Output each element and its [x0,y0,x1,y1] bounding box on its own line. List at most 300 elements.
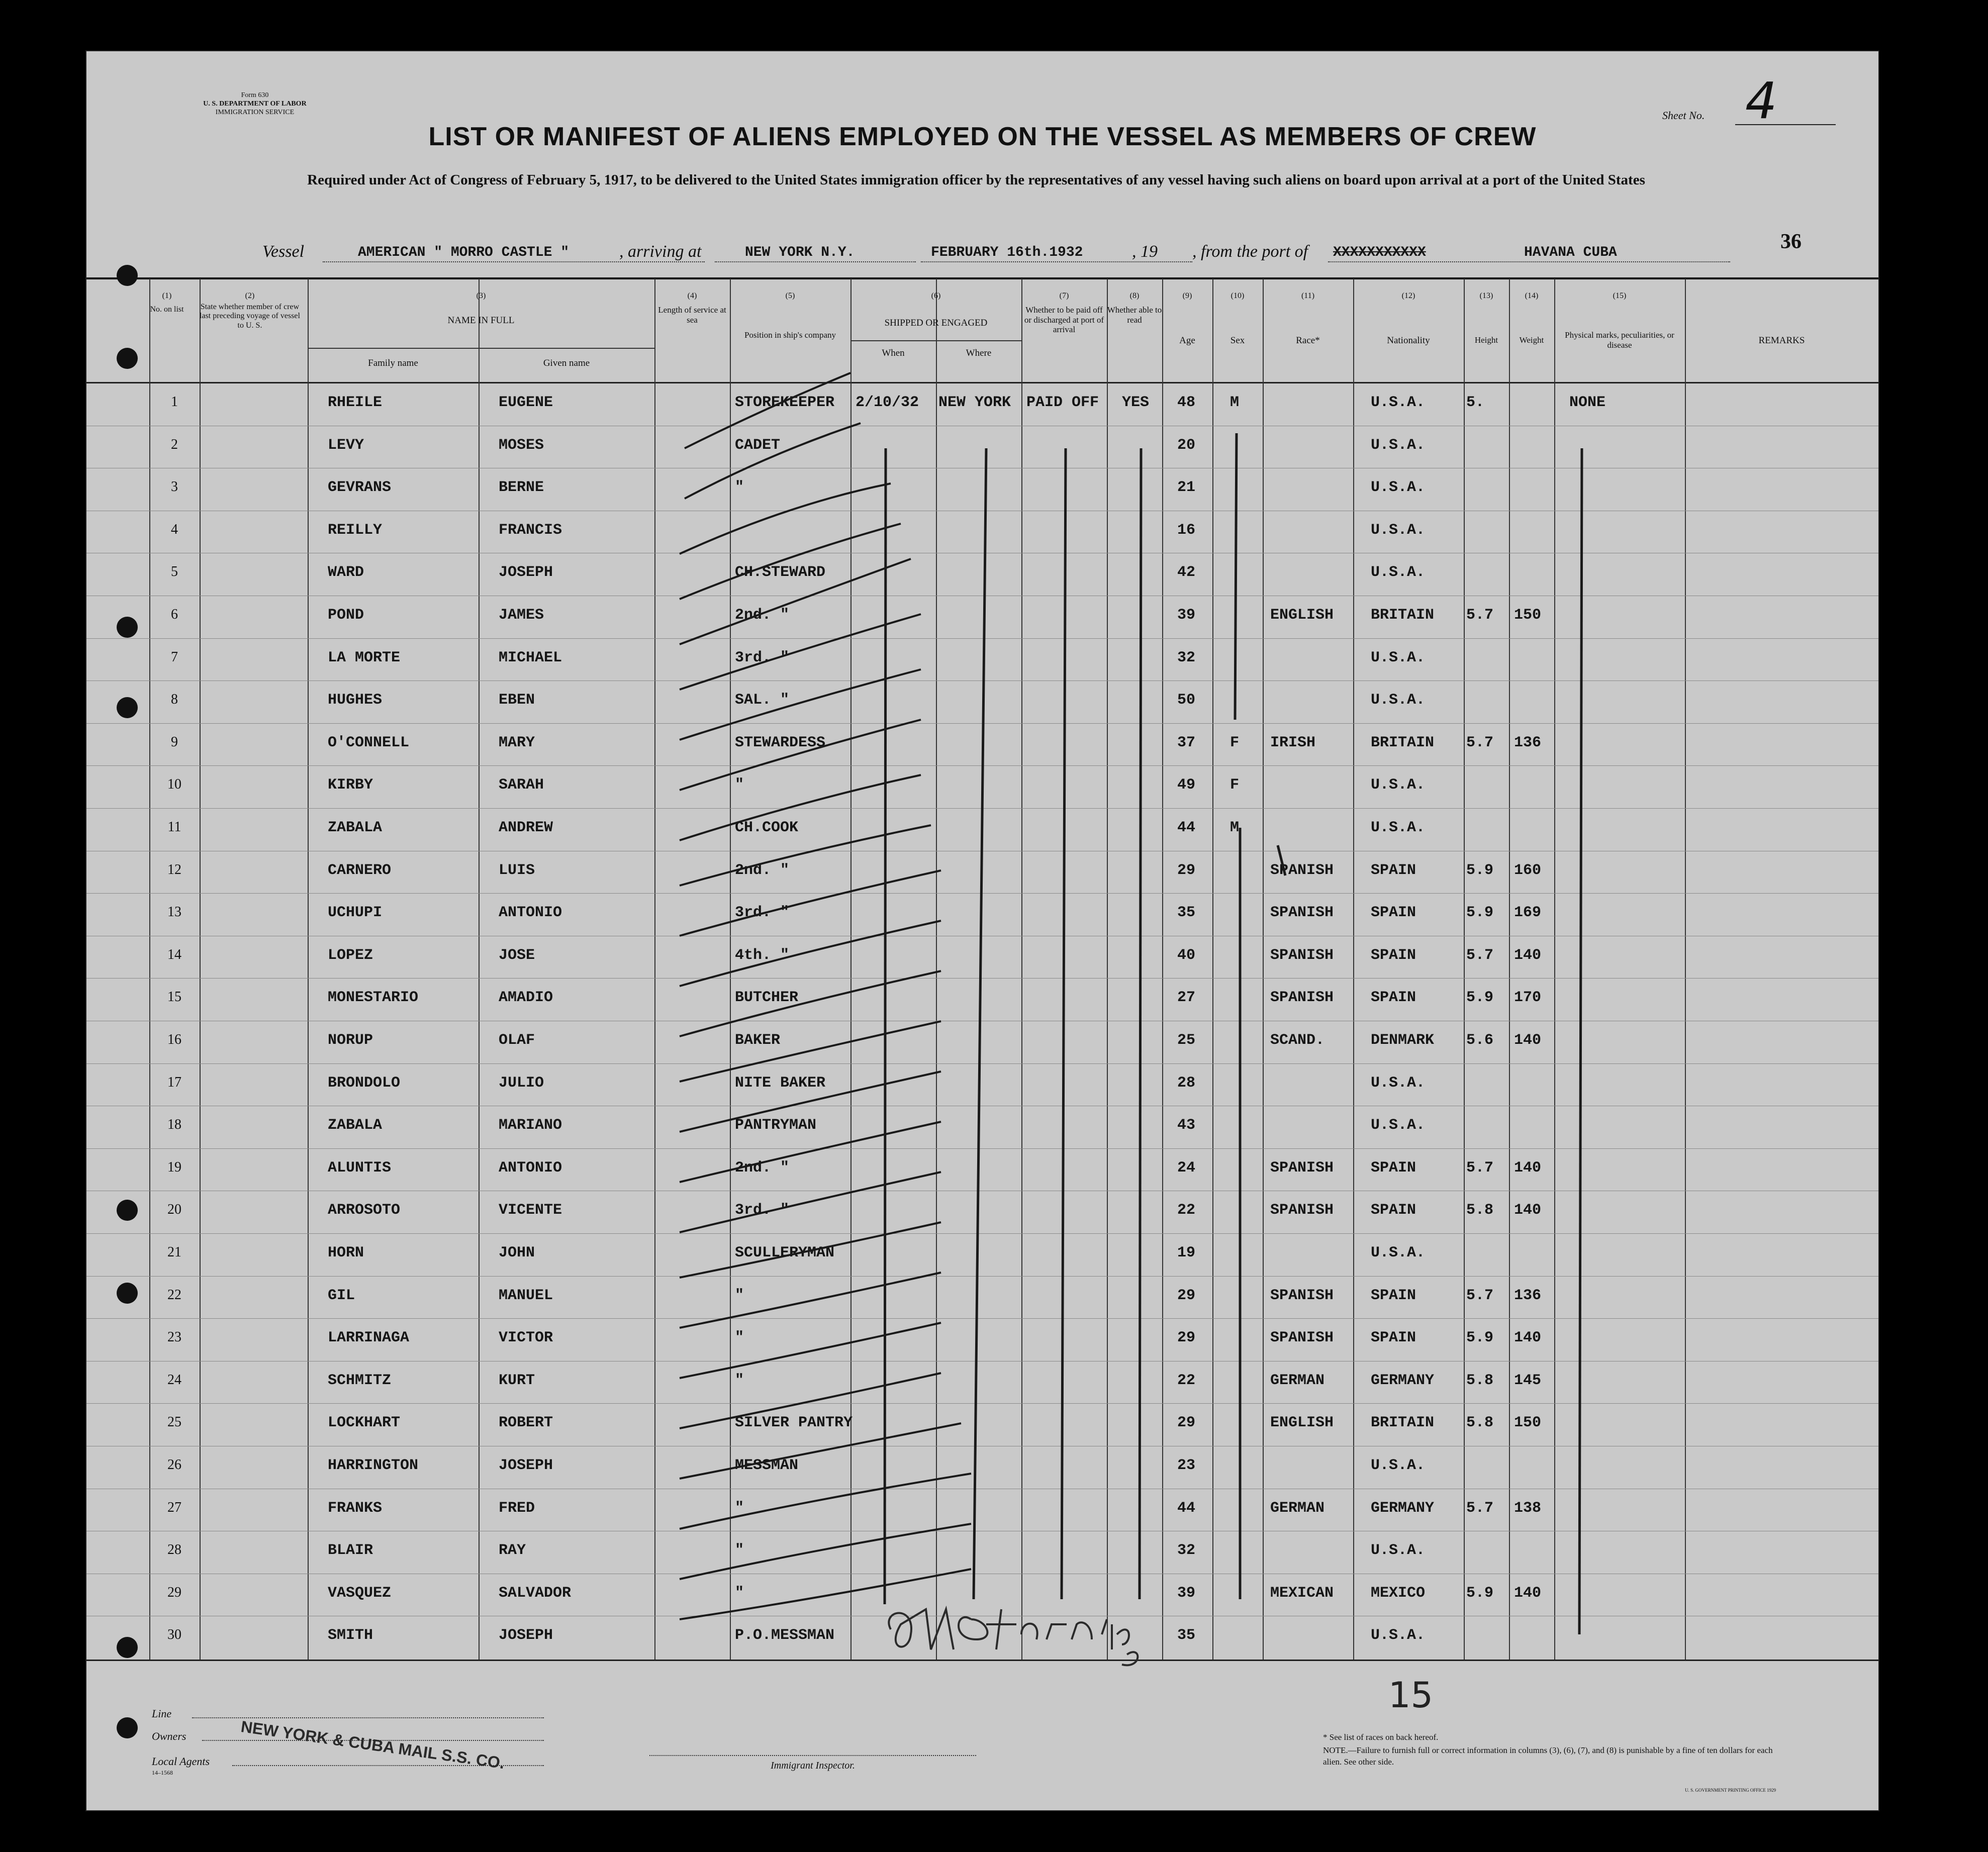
race: SPANISH [1270,1159,1334,1177]
position: SCULLERYMAN [735,1244,835,1261]
sheet-number: 4 [1745,71,1777,130]
age: 40 [1177,947,1196,964]
position: " [735,1585,744,1602]
age: 35 [1177,1627,1196,1644]
age: 24 [1177,1159,1196,1177]
race: SPANISH [1270,989,1334,1006]
age: 29 [1177,1414,1196,1431]
col-number: (4) [687,291,697,300]
family-name: SCHMITZ [328,1372,392,1389]
family-name: KIRBY [328,776,373,794]
weight: 136 [1514,1287,1542,1304]
given-name: MANUEL [499,1287,553,1304]
height: 5.8 [1466,1414,1494,1431]
age: 23 [1177,1457,1196,1474]
nationality: U.S.A. [1371,1075,1426,1092]
race: ENGLISH [1270,607,1334,624]
age: 27 [1177,989,1196,1006]
age: 19 [1177,1244,1196,1261]
race: GERMAN [1270,1372,1325,1389]
col-header-weight: Weight [1519,335,1544,345]
sex: F [1230,776,1240,794]
nationality: U.S.A. [1371,649,1426,666]
weight: 170 [1514,989,1542,1006]
weight: 136 [1514,734,1542,751]
handwritten-marks [86,51,1878,1810]
age: 49 [1177,776,1196,794]
nationality: U.S.A. [1371,776,1426,794]
col-header-shipped: SHIPPED OR ENGAGED [884,318,988,328]
nationality: GERMANY [1371,1500,1435,1517]
age: 44 [1177,819,1196,836]
family-name: POND [328,607,364,624]
nationality: GERMANY [1371,1372,1435,1389]
given-name: MOSES [499,437,544,454]
weight: 140 [1514,1329,1542,1346]
inspector-signature [871,1589,1152,1675]
family-name: GIL [328,1287,355,1304]
age: 39 [1177,1585,1196,1602]
row-number: 11 [167,819,181,835]
nationality: U.S.A. [1371,522,1426,539]
nationality: SPAIN [1371,1202,1416,1219]
family-name: LOCKHART [328,1414,401,1431]
nationality: SPAIN [1371,862,1416,879]
family-name: LEVY [328,437,364,454]
col-number: (14) [1525,291,1539,300]
age: 44 [1177,1500,1196,1517]
col-header-age: Age [1179,335,1195,346]
family-name: LARRINAGA [328,1329,410,1346]
race: SPANISH [1270,1202,1334,1219]
nationality: BRITAIN [1371,1414,1435,1431]
col-header-sex: Sex [1230,335,1245,346]
nationality: U.S.A. [1371,479,1426,496]
weight: 140 [1514,947,1542,964]
nationality: SPAIN [1371,1159,1416,1177]
position: " [735,1372,744,1389]
position: " [735,776,744,794]
nationality: SPAIN [1371,947,1416,964]
weight: 138 [1514,1500,1542,1517]
col-number: (15) [1613,291,1627,300]
col-header-name: NAME IN FULL [447,315,515,326]
position: NITE BAKER [735,1075,826,1092]
col-header-number: No. on list [150,305,184,314]
race: IRISH [1270,734,1316,751]
diagonal-strokes [680,373,971,1619]
row-number: 25 [167,1414,181,1430]
nationality: U.S.A. [1371,437,1426,454]
arriving-label: , arriving at [619,242,702,261]
given-name: BERNE [499,479,544,496]
nationality: SPAIN [1371,1329,1416,1346]
from-port: HAVANA CUBA [1524,245,1617,260]
nationality: SPAIN [1371,904,1416,921]
position: 4th. " [735,947,790,964]
height: 5.9 [1466,989,1494,1006]
race: GERMAN [1270,1500,1325,1517]
height: 5.6 [1466,1032,1494,1049]
given-name: AMADIO [499,989,553,1006]
arrival-date: FEBRUARY 16th.1932 [931,245,1083,260]
col-header-physical-marks: Physical marks, peculiarities, or disease [1565,330,1674,350]
department-name: U. S. DEPARTMENT OF LABOR [203,100,307,108]
from-port-struck: XXXXXXXXXXX [1333,245,1426,260]
weight: 145 [1514,1372,1542,1389]
col-number: (11) [1301,291,1315,300]
weight: 160 [1514,862,1542,879]
row-number: 2 [171,437,178,452]
age: 20 [1177,437,1196,454]
row-number: 13 [167,904,181,920]
row-number: 19 [167,1159,181,1175]
row-number: 28 [167,1542,181,1557]
year-label: , 19 [1132,242,1158,261]
position: BAKER [735,1032,781,1049]
nationality: BRITAIN [1371,607,1435,624]
inspector-underline [649,1755,976,1756]
given-name: FRED [499,1500,535,1517]
row-number: 29 [167,1585,181,1600]
col-header-height: Height [1474,335,1498,345]
family-name: ALUNTIS [328,1159,392,1177]
position: " [735,479,744,496]
given-name: FRANCIS [499,522,562,539]
sex: M [1230,819,1240,836]
family-name: WARD [328,564,364,581]
height: 5.9 [1466,862,1494,879]
position: BUTCHER [735,989,799,1006]
age: 32 [1177,1542,1196,1559]
race: SPANISH [1270,947,1334,964]
col-header-able-to-read: Whether able to read [1107,305,1162,325]
given-name: VICENTE [499,1202,562,1219]
col-number: (3) [476,291,486,300]
height: 5.9 [1466,1585,1494,1602]
given-name: LUIS [499,862,535,879]
family-name: LOPEZ [328,947,373,964]
weight: 140 [1514,1159,1542,1177]
family-name: MONESTARIO [328,989,419,1006]
vertical-ditto-strokes [885,433,1582,1634]
weight: 140 [1514,1202,1542,1219]
row-number: 30 [167,1627,181,1642]
row-number: 14 [167,947,181,962]
nationality: U.S.A. [1371,692,1426,709]
family-name: BRONDOLO [328,1075,401,1092]
age: 25 [1177,1032,1196,1049]
given-name: ANTONIO [499,904,562,921]
given-name: ANDREW [499,819,553,836]
col-header-nationality: Nationality [1387,335,1430,346]
age: 43 [1177,1117,1196,1134]
position: STOREKEEPER [735,394,835,411]
able-to-read: YES [1122,394,1150,411]
given-name: RAY [499,1542,526,1559]
position: " [735,1500,744,1517]
given-name: OLAF [499,1032,535,1049]
weight: 169 [1514,904,1542,921]
given-name: VICTOR [499,1329,553,1346]
vessel-name: AMERICAN " MORRO CASTLE " [358,245,570,260]
col-header-when: When [882,348,905,358]
family-name: REILLY [328,522,383,539]
given-name: JOSEPH [499,1457,553,1474]
form-number: Form 630 [241,91,269,99]
nationality: DENMARK [1371,1032,1435,1049]
age: 29 [1177,1329,1196,1346]
position: 2nd. " [735,607,790,624]
position: CH.COOK [735,819,799,836]
family-name: ZABALA [328,1117,383,1134]
race: SPANISH [1270,862,1334,879]
position: 2nd. " [735,1159,790,1177]
family-name: O'CONNELL [328,734,410,751]
age: 42 [1177,564,1196,581]
col-header-where: Where [966,348,992,358]
col-number: (12) [1401,291,1415,300]
height: 5.7 [1466,607,1494,624]
physical-marks: NONE [1569,394,1606,411]
age: 32 [1177,649,1196,666]
weight: 140 [1514,1032,1542,1049]
col-number: (8) [1129,291,1140,300]
row-number: 18 [167,1117,181,1132]
age: 21 [1177,479,1196,496]
age: 16 [1177,522,1196,539]
age: 35 [1177,904,1196,921]
nationality: U.S.A. [1371,564,1426,581]
service-name: IMMIGRATION SERVICE [215,108,295,116]
footnote-races: * See list of races on back hereof. [1323,1732,1439,1742]
given-name: EUGENE [499,394,553,411]
family-name: HORN [328,1244,364,1261]
position: CADET [735,437,781,454]
family-name: GEVRANS [328,479,392,496]
owners-label: Owners [152,1730,186,1742]
age: 28 [1177,1075,1196,1092]
col-number: (1) [162,291,172,300]
family-name: CARNERO [328,862,392,879]
sex: F [1230,734,1240,751]
inspector-label: Immigrant Inspector. [771,1760,855,1771]
col-header-family-name: Family name [368,358,418,368]
row-number: 24 [167,1372,181,1388]
given-name: ANTONIO [499,1159,562,1177]
height: 5.7 [1466,1500,1494,1517]
handwritten-count: 15 [1388,1675,1434,1716]
position: " [735,1329,744,1346]
nationality: BRITAIN [1371,734,1435,751]
race: SPANISH [1270,1329,1334,1346]
arriving-port: NEW YORK N.Y. [745,245,855,260]
row-number: 22 [167,1287,181,1303]
family-name: VASQUEZ [328,1585,392,1602]
given-name: ROBERT [499,1414,553,1431]
footnote-penalty: NOTE.—Failure to furnish full or correct information in columns (3), (6), (7), and (8) is punishable by a fine of ten dollars for each alien. See other side. [1323,1745,1773,1767]
given-name: KURT [499,1372,535,1389]
nationality: U.S.A. [1371,1627,1426,1644]
given-name: JULIO [499,1075,544,1092]
race: SPANISH [1270,904,1334,921]
given-name: MICHAEL [499,649,562,666]
age: 50 [1177,692,1196,709]
age: 22 [1177,1202,1196,1219]
family-name: FRANKS [328,1500,383,1517]
race: SPANISH [1270,1287,1334,1304]
col-header-position: Position in ship's company [744,330,836,340]
position: STEWARDESS [735,734,826,751]
position: SAL. " [735,692,790,709]
age: 48 [1177,394,1196,411]
row-number: 4 [171,522,178,537]
row-number: 26 [167,1457,181,1473]
position: " [735,1287,744,1304]
height: 5.9 [1466,1329,1494,1346]
position: SILVER PANTRY [735,1414,853,1431]
row-number: 7 [171,649,178,665]
weight: 150 [1514,1414,1542,1431]
nationality: SPAIN [1371,1287,1416,1304]
page-title: LIST OR MANIFEST OF ALIENS EMPLOYED ON THE VESSEL AS MEMBERS OF CREW [428,122,1537,151]
nationality: U.S.A. [1371,1117,1426,1134]
col-number: (9) [1182,291,1192,300]
row-number: 17 [167,1075,181,1090]
race: MEXICAN [1270,1585,1334,1602]
family-name: ZABALA [328,819,383,836]
row-number: 10 [167,776,181,792]
row-number: 3 [171,479,178,495]
height: 5.7 [1466,734,1494,751]
weight: 140 [1514,1585,1542,1602]
position: 2nd. " [735,862,790,879]
height: 5.7 [1466,1159,1494,1177]
col-header-length-of-service: Length of service at sea [658,305,726,325]
given-name: JOSEPH [499,1627,553,1644]
race: SCAND. [1270,1032,1325,1049]
family-name: RHEILE [328,394,383,411]
height: 5.8 [1466,1372,1494,1389]
position: " [735,1542,744,1559]
sex: M [1230,394,1240,411]
position: 3rd. " [735,1202,790,1219]
col-number: (7) [1059,291,1069,300]
nationality: U.S.A. [1371,1244,1426,1261]
age: 39 [1177,607,1196,624]
age: 29 [1177,862,1196,879]
manifest-sheet [85,50,1879,1811]
position: MESSMAN [735,1457,799,1474]
given-name: JOSEPH [499,564,553,581]
position: 3rd. " [735,649,790,666]
col-number: (5) [785,291,795,300]
row-number: 9 [171,734,178,750]
family-name: NORUP [328,1032,373,1049]
weight: 150 [1514,607,1542,624]
shipped-when: 2/10/32 [856,394,919,411]
printer-imprint: U. S. GOVERNMENT PRINTING OFFICE 1929 [1685,1788,1776,1793]
position: P.O.MESSMAN [735,1627,835,1644]
nationality: U.S.A. [1371,394,1426,411]
age: 37 [1177,734,1196,751]
race: ENGLISH [1270,1414,1334,1431]
given-name: SARAH [499,776,544,794]
col-header-remarks: REMARKS [1758,335,1805,346]
row-number: 27 [167,1500,181,1515]
family-name: ARROSOTO [328,1202,401,1219]
nationality: MEXICO [1371,1585,1426,1602]
row-number: 15 [167,989,181,1005]
given-name: JOSE [499,947,535,964]
sheet-label: Sheet No. [1662,109,1705,122]
col-header-given-name: Given name [543,358,590,368]
family-name: HARRINGTON [328,1457,419,1474]
company-stamp: NEW YORK & CUBA MAIL S.S. CO. [239,1717,506,1773]
height: 5.7 [1466,1287,1494,1304]
col-number: (6) [931,291,941,300]
given-name: MARIANO [499,1117,562,1134]
col-header-race: Race* [1296,335,1320,346]
row-number: 20 [167,1202,181,1217]
position: PANTRYMAN [735,1117,817,1134]
row-number: 5 [171,564,178,579]
nationality: U.S.A. [1371,1542,1426,1559]
row-number: 8 [171,692,178,707]
line-label: Line [152,1707,172,1720]
row-number: 21 [167,1244,181,1260]
row-number: 6 [171,607,178,622]
row-number: 16 [167,1032,181,1047]
family-name: LA MORTE [328,649,401,666]
page-number: 36 [1780,230,1802,253]
row-number: 12 [167,862,181,878]
from-port-label: , from the port of [1192,242,1308,261]
row-number: 1 [171,394,178,410]
height: 5. [1466,394,1485,411]
col-number: (10) [1230,291,1245,300]
given-name: SALVADOR [499,1585,572,1602]
age: 22 [1177,1372,1196,1389]
agents-label: Local Agents [152,1755,210,1768]
vessel-label: Vessel [262,242,305,261]
col-header-paid-off: Whether to be paid off or discharged at port of arrival [1024,305,1104,335]
paid-off: PAID OFF [1026,394,1099,411]
row-number: 23 [167,1329,181,1345]
given-name: MARY [499,734,535,751]
family-name: SMITH [328,1627,373,1644]
position: 3rd. " [735,904,790,921]
given-name: JAMES [499,607,544,624]
family-name: HUGHES [328,692,383,709]
col-number: (13) [1479,291,1493,300]
given-name: JOHN [499,1244,535,1261]
height: 5.8 [1466,1202,1494,1219]
nationality: SPAIN [1371,989,1416,1006]
col-number: (2) [245,291,255,300]
height: 5.7 [1466,947,1494,964]
nationality: U.S.A. [1371,1457,1426,1474]
agents-form-code: 14–1568 [152,1769,173,1776]
family-name: BLAIR [328,1542,373,1559]
shipped-where: NEW YORK [938,394,1011,411]
col-header-prior-voyage: State whether member of crew last preceding voyage of vessel to U. S. [200,303,300,330]
age: 29 [1177,1287,1196,1304]
nationality: U.S.A. [1371,819,1426,836]
given-name: EBEN [499,692,535,709]
family-name: UCHUPI [328,904,383,921]
position: CH.STEWARD [735,564,826,581]
